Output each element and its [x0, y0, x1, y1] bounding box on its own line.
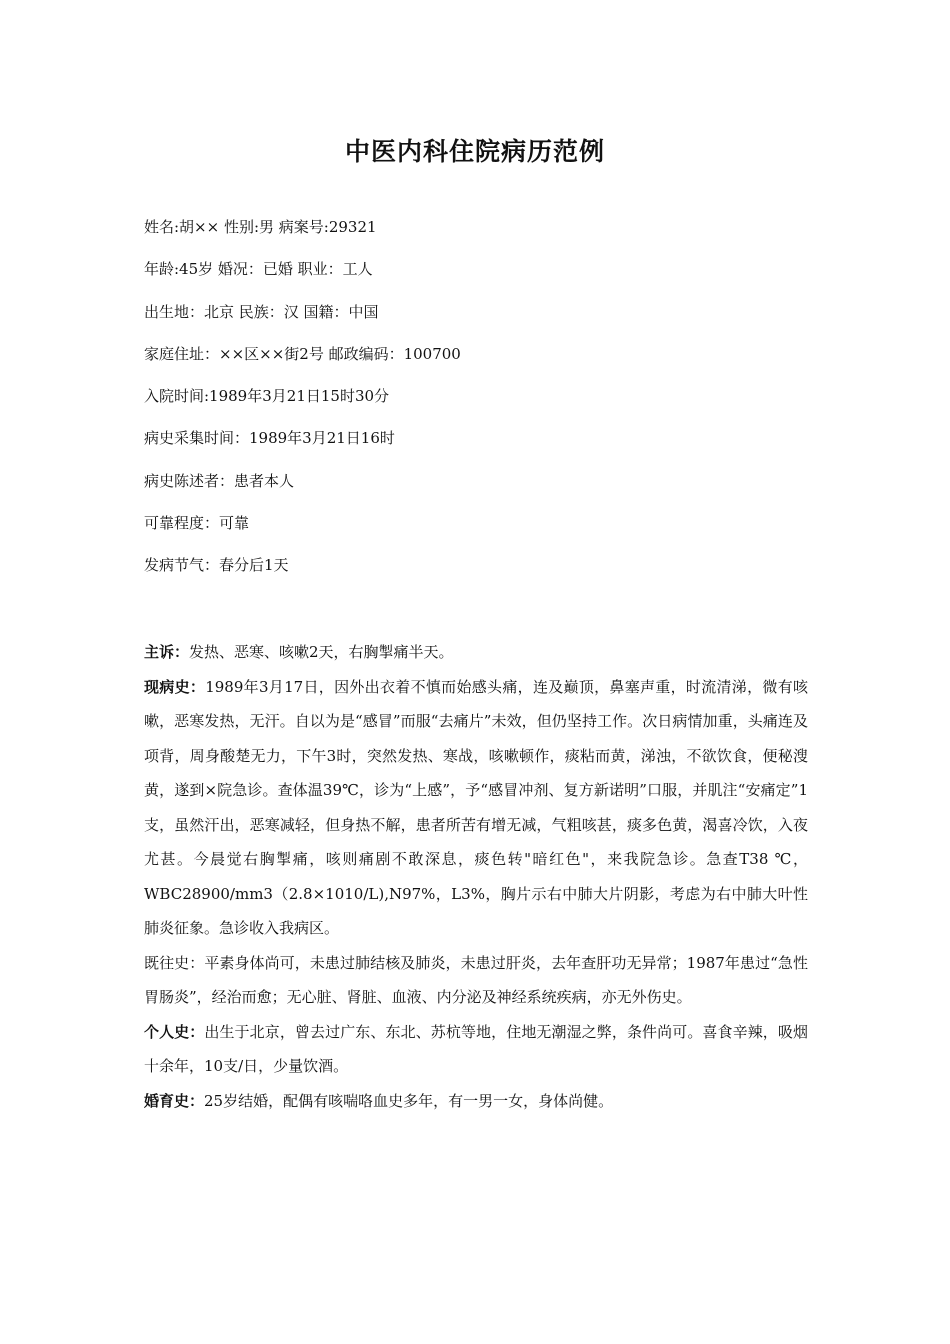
personal-history-paragraph: [144, 1015, 808, 1084]
info-line-history-time: 病史采集时间：1989年3月21日16时: [144, 429, 395, 448]
marital-history-label: 婚育史：: [144, 1091, 205, 1110]
past-history-label: 既往史：: [144, 953, 205, 972]
past-history-paragraph: [144, 946, 808, 1015]
present-history-paragraph: [144, 670, 808, 946]
present-history-label: 现病史：: [144, 677, 206, 696]
patient-info-block: [144, 214, 824, 595]
info-line-narrator: 病史陈述者：患者本人: [144, 471, 295, 490]
chief-complaint-label: 主诉：: [144, 643, 190, 661]
past-history-text: 平素身体尚可，未患过肺结核及肺炎，未患过肝炎，去年查肝功无异常；1987年患过“急性胃肠炎”，经治而愈；无心脏、肾脏、血液、内分泌及神经系统疾病，亦无外伤史。: [144, 953, 808, 1006]
record-body: [144, 635, 808, 1118]
marital-history-text: 25岁结婚，配偶有咳喘咯血史多年，有一男一女，身体尚健。: [204, 1091, 614, 1110]
info-line-name: 姓名:胡×× 性别:男 病案号:29321: [144, 218, 377, 236]
info-line-address: 家庭住址：××区××街2号 邮政编码：100700: [144, 344, 461, 363]
info-line-birthplace: 出生地：北京 民族：汉 国籍：中国: [144, 302, 379, 321]
marital-history-paragraph: [144, 1084, 808, 1119]
info-line-age: 年龄:45岁 婚况：已婚 职业：工人: [144, 260, 373, 279]
info-line-reliability: 可靠程度：可靠: [144, 514, 250, 533]
chief-complaint-text: 发热、恶寒、咳嗽2天，右胸掣痛半天。: [189, 643, 454, 661]
info-line-solar-term: 发病节气：春分后1天: [144, 556, 289, 575]
document-title: 中医内科住院病历范例: [344, 137, 605, 166]
present-history-text: 1989年3月17日，因外出衣着不慎而始感头痛，连及巅顶，鼻塞声重，时流清涕，微有咳嗽，恶寒发热，无汗。自以为是“感冒”而服“去痛片”未效，但仍坚持工作。次日病情加重，头痛连及项背，周身酸楚无力，下午3时，突然发热、寒战，咳嗽顿作，痰粘而黄，涕浊，不欲饮食，便秘溲黄，遂到×院急诊。查体温39℃，诊为“上感”，予“感冒冲剂、复方新诺明”口服，并肌注“安痛定”1支，虽然汗出，恶寒减轻，但身热不解，患者所苦有增无减，气粗咳甚，痰多色黄，渴喜冷饮，入夜尤甚。今晨觉右胸掣痛，咳则痛剧不敢深息，痰色转"暗红色"，来我院急诊。急查T38 ℃， WBC28900/mm3（2.8×1010/L),N97%，L3%，胸片示右中肺大片阴影，考虑为右中肺大叶性肺炎征象。急诊收入我病区。: [144, 677, 808, 937]
chief-complaint-paragraph: [144, 635, 808, 670]
personal-history-label: 个人史：: [144, 1022, 205, 1041]
info-line-admission-time: 入院时间:1989年3月21日15时30分: [144, 387, 390, 406]
personal-history-text: 出生于北京，曾去过广东、东北、苏杭等地，住地无潮湿之弊，条件尚可。喜食辛辣，吸烟十余年，10支/日，少量饮酒。: [144, 1022, 808, 1075]
